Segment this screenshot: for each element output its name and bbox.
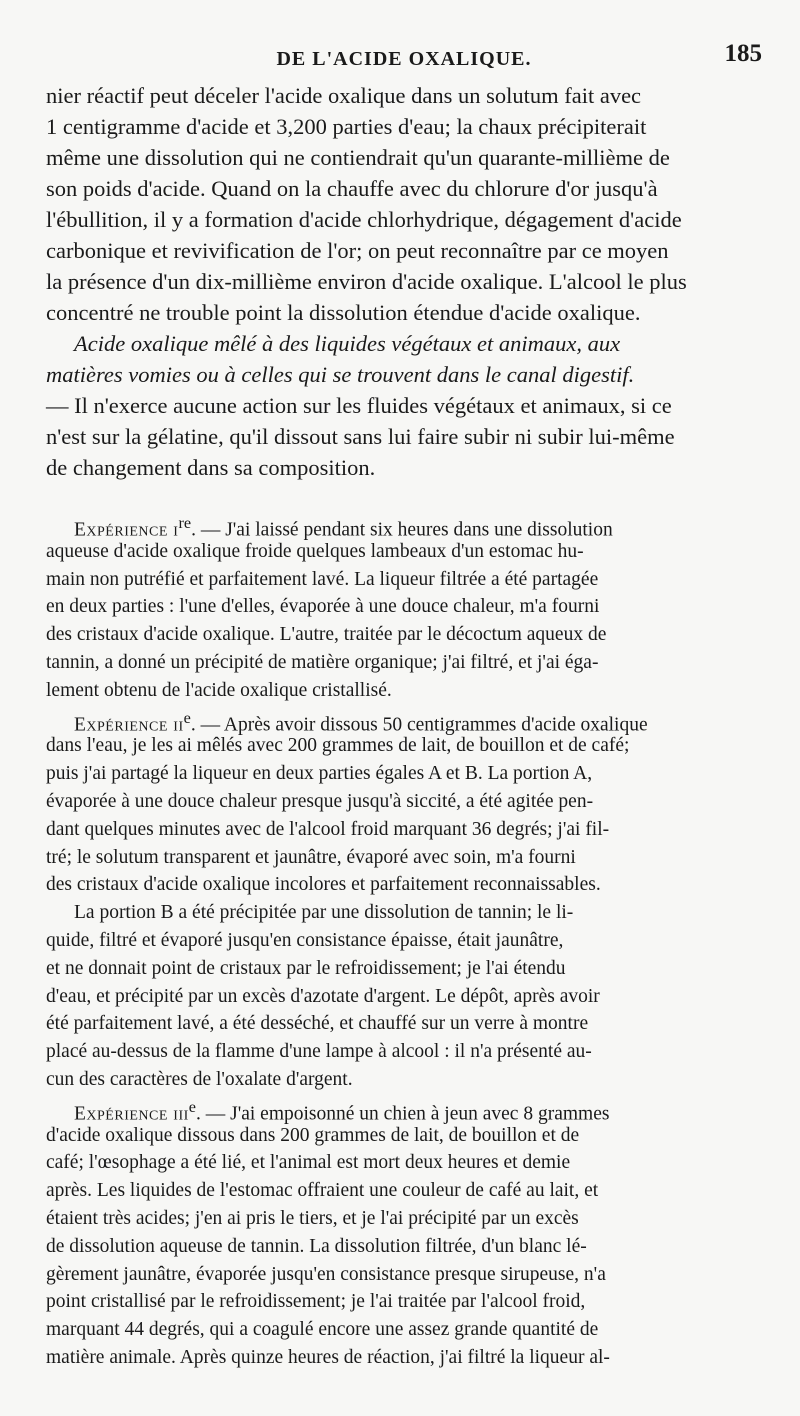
text-line: matière animale. Après quinze heures de réaction, j'ai filtré la liqueur al- (46, 1346, 610, 1368)
paragraph-mixed-liquids (46, 328, 762, 483)
text-line: 1 centigramme d'acide et 3,200 parties d'eau; la chaux précipiterait (46, 114, 647, 139)
text-line: — Il n'exerce aucune action sur les fluides végétaux et animaux, si ce (46, 393, 672, 418)
text-line: été parfaitement lavé, a été desséché, et chauffé sur un verre à montre (46, 1013, 589, 1035)
text-line: de dissolution aqueuse de tannin. La dissolution filtrée, d'un blanc lé- (46, 1235, 587, 1257)
paragraph-continuation (46, 80, 762, 328)
text-line: même une dissolution qui ne contiendrait qu'un quarante-millième de (46, 145, 670, 170)
text-line: cun des caractères de l'oxalate d'argent. (46, 1068, 353, 1090)
text-line: main non putréfié et parfaitement lavé. La liqueur filtrée a été partagée (46, 568, 599, 590)
section-gap (46, 483, 762, 510)
text-line: en deux parties : l'une d'elles, évaporée à une douce chaleur, m'a fourni (46, 596, 600, 618)
experiment-first-line (46, 1094, 762, 1125)
text-line: placé au-dessus de la flamme d'une lampe à alcool : il n'a présenté au- (46, 1041, 592, 1063)
text-line: l'ébullition, il y a formation d'acide chlorhydrique, dégagement d'acide (46, 207, 682, 232)
experiment-first-line (46, 510, 762, 541)
experiment-ordinal: re (178, 514, 192, 532)
experiment-3 (46, 1094, 762, 1372)
text-line: évaporée à une douce chaleur presque jusqu'à siccité, a été agitée pen- (46, 790, 594, 812)
experiment-2 (46, 705, 762, 1094)
text-line: puis j'ai partagé la liqueur en deux parties égales A et B. La portion A, (46, 763, 593, 785)
text-line: lement obtenu de l'acide oxalique cristallisé. (46, 679, 392, 701)
text-line: son poids d'acide. Quand on la chauffe avec du chlorure d'or jusqu'à (46, 176, 658, 201)
text-line: étaient très acides; j'en ai pris le tiers, et je l'ai précipité par un excès (46, 1207, 579, 1229)
text-line: dant quelques minutes avec de l'alcool froid marquant 36 degrés; j'ai fil- (46, 818, 610, 840)
text-line: café; l'œsophage a été lié, et l'animal est mort deux heures et demie (46, 1152, 571, 1174)
text-line: nier réactif peut déceler l'acide oxalique dans un solutum fait avec (46, 83, 642, 108)
text-line: tannin, a donné un précipité de matière organique; j'ai filtré, et j'ai éga- (46, 651, 599, 673)
experiment-first-line (46, 705, 762, 736)
text-line: gèrement jaunâtre, évaporée jusqu'en consistance presque sirupeuse, n'a (46, 1263, 606, 1285)
text-line: dans l'eau, je les ai mêlés avec 200 grammes de lait, de bouillon et de café; (46, 735, 630, 757)
text-line: de changement dans sa composition. (46, 455, 376, 480)
page-content (46, 34, 762, 1372)
text-line: et ne donnait point de cristaux par le refroidissement; je l'ai étendu (46, 957, 566, 979)
experiment-label: Expérience i (74, 519, 179, 541)
text-line: la présence d'un dix-millième environ d'acide oxalique. L'alcool le plus (46, 269, 687, 294)
text-line: quide, filtré et évaporé jusqu'en consistance épaisse, était jaunâtre, (46, 929, 564, 951)
experiment-label: Expérience iii (74, 1103, 189, 1125)
text-line: d'eau, et précipité par un excès d'azotate d'argent. Le dépôt, après avoir (46, 985, 600, 1007)
text-line: aqueuse d'acide oxalique froide quelques lambeaux d'un estomac hu- (46, 540, 584, 562)
experiment-1 (46, 510, 762, 705)
text-line: des cristaux d'acide oxalique incolores et parfaitement reconnaissables. (46, 874, 601, 896)
text-line: d'acide oxalique dissous dans 200 grammes de lait, de bouillon et de (46, 1124, 580, 1146)
text-line: des cristaux d'acide oxalique. L'autre, traitée par le décoctum aqueux de (46, 624, 607, 646)
italic-heading-line: Acide oxalique mêlé à des liquides végétaux et animaux, aux (74, 331, 621, 356)
text-line: n'est sur la gélatine, qu'il dissout sans lui faire subir ni subir lui-même (46, 424, 675, 449)
text-line: . — Après avoir dissous 50 centigrammes d'acide oxalique (190, 714, 648, 736)
page-number: 185 (724, 40, 762, 67)
text-line: marquant 44 degrés, qui a coagulé encore une assez grande quantité de (46, 1319, 599, 1341)
page-header (46, 34, 762, 80)
experiment-ordinal: e (183, 708, 191, 727)
text-line: tré; le solutum transparent et jaunâtre, évaporé avec soin, m'a fourni (46, 846, 576, 868)
text-line: . — J'ai laissé pendant six heures dans une dissolution (191, 519, 613, 541)
italic-heading-line: matières vomies ou à celles qui se trouvent dans le canal digestif. (46, 362, 635, 387)
experiment-ordinal: e (188, 1097, 196, 1116)
text-line: carbonique et revivification de l'or; on peut reconnaître par ce moyen (46, 238, 669, 263)
text-line: . — J'ai empoisonné un chien à jeun avec 8 grammes (196, 1103, 610, 1125)
text-line: point cristallisé par le refroidissement; je l'ai traitée par l'alcool froid, (46, 1291, 586, 1313)
text-line: La portion B a été précipitée par une dissolution de tannin; le li- (74, 902, 574, 924)
experiment-label: Expérience ii (74, 714, 184, 736)
running-title: DE L'ACIDE OXALIQUE. (276, 48, 532, 70)
text-line: après. Les liquides de l'estomac offraient une couleur de café au lait, et (46, 1180, 599, 1202)
text-line: concentré ne trouble point la dissolution étendue d'acide oxalique. (46, 300, 641, 325)
